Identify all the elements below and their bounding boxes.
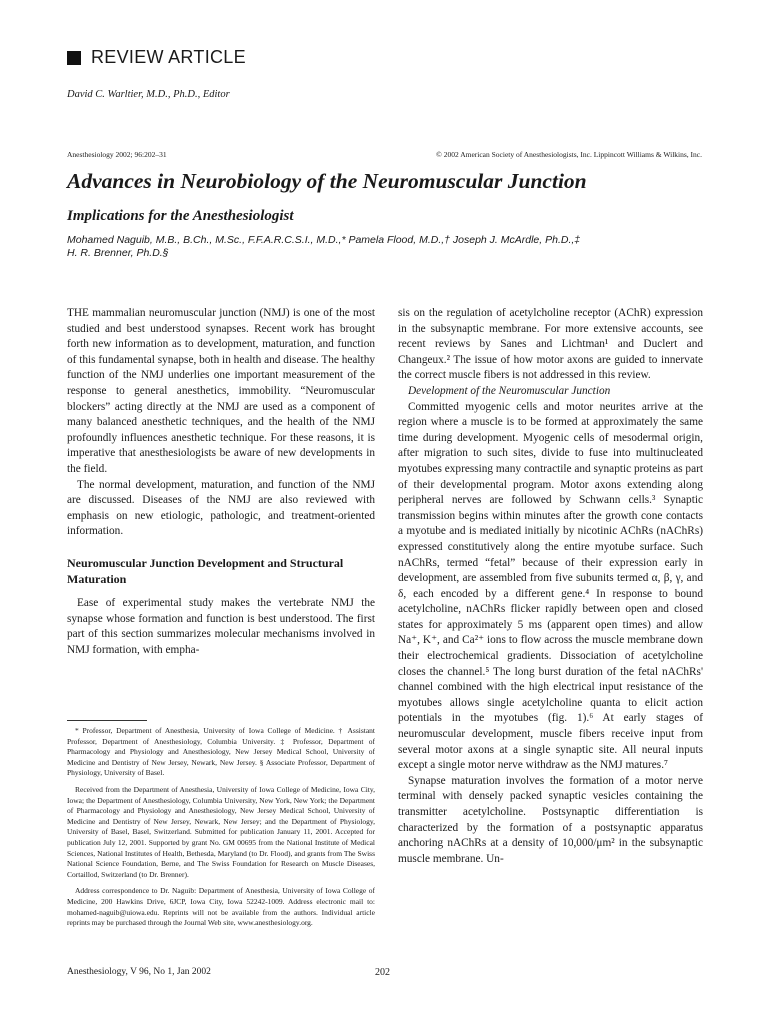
footnote-affiliations: * Professor, Department of Anesthesia, University of Iowa College of Medicine. † Assistant Professor, Department of Anesthesiology, Columbia University. ‡ Professor, Department of Pharmacology and Physiology and Anesthesiology, New Jersey Medical School, University of Medicine and Dentistry of New Jersey, Newark, New Jersey. § Associate Professor, Department of Physiology, University of Basel. [67, 726, 375, 778]
article-subtitle: Implications for the Anesthesiologist [67, 208, 294, 224]
left-column [67, 306, 375, 658]
editor-line: David C. Warltier, M.D., Ph.D., Editor [67, 89, 230, 100]
subsection-paragraph-1: Committed myogenic cells and motor neurites arrive at the region where a muscle is to be formed at approximately the same time during development. Myogenic cells of mesodermal origin, after migration to such sites, divide to fuse into multinucleated myotubes expressing many contractile and synaptic proteins as part of their developmental program. Motor axons extending along peripheral nerves are followed by Schwann cells.³ Synaptic transmission begins within minutes after the growth cone contacts a myotube and is mediated initially by nicotinic AChRs (nAChRs) expressed constitutively along the entire myotube surface. Such nAChRs, termed “fetal” because of their expression early in development, are assembled from five subunits termed α, β, γ, and δ, each encoded by a different gene.⁴ In response to bound acetylcholine, nAChRs flicker rapidly between open and closed states for approximately 5 ms (apparent open times) and allow Na⁺, K⁺, and Ca²⁺ ions to flow across the muscle membrane down their electrochemical gradients. Dissociation of acetylcholine closes the channel.⁵ The long burst duration of the fetal nAChRs' channel combined with the high electrical input resistance of the myotubes allows single acetylcholine quanta to elicit action potentials in the myotubes (fig. 1).⁶ At early stages of neuromuscular development, muscle fibers receive input from several motor axons at a single synaptic site. All neural inputs except a single motor nerve withdraw as the NMJ matures.⁷ [398, 400, 703, 772]
authors [67, 234, 717, 260]
article-title: Advances in Neurobiology of the Neuromuscular Junction [67, 169, 587, 193]
footnote-correspondence: Address correspondence to Dr. Naguib: Department of Anesthesia, University of Iowa College of Medicine, 200 Hawkins Drive, 6JCP, Iowa City, Iowa 52242-1009. Address electronic mail to: mohamed-naguib@uiowa.edu. Reprints will not be available from the authors. Individual article reprints may be purchased through the Journal Web site, www.anesthesiology.org. [67, 886, 375, 928]
footnote-received: Received from the Department of Anesthesia, University of Iowa College of Medicine, Iowa City, Iowa; the Department of Anesthesiology, Columbia University, New York, New York; the Department of Pharmacology and Physiology and Anesthesiology, New Jersey Medical School, University of Medicine and Dentistry of New Jersey, Newark, New Jersey; and the Department of Physiology, University of Basel, Basel, Switzerland. Submitted for publication January 11, 2001. Accepted for publication July 12, 2001. Supported by grant No. GM 00695 from the National Institute of Medical Sciences, National Institutes of Health, Bethesda, Maryland (to Dr. Flood), and grants from The Swiss National Science Foundation, Berne, and The Swiss Foundation for Research on Muscle Diseases, Cortaillod, Switzerland (to Dr. Brenner). [67, 784, 375, 879]
section-paragraph-1-continued: sis on the regulation of acetylcholine receptor (AChR) expression in the subsynaptic membrane. For more extensive accounts, see recent reviews by Sanes and Lichtman¹ and Duclert and Changeux.² The issue of how motor axons are guided to innervate the correct muscle fibers is not addressed in this review. [398, 307, 703, 382]
authors-line-1: Mohamed Naguib, M.B., B.Ch., M.Sc., F.F.A.R.C.S.I., M.D.,* Pamela Flood, M.D.,† Joseph J. McArdle, Ph.D.,‡ [67, 234, 581, 246]
square-bullet-icon [67, 51, 81, 65]
footer-journal: Anesthesiology, V 96, No 1, Jan 2002 [67, 967, 211, 977]
section-heading: Neuromuscular Junction Development and Structural Maturation [67, 555, 344, 586]
section-paragraph-1: Ease of experimental study makes the vertebrate NMJ the synapse whose formation and function is best understood. The first part of this section summarizes molecular mechanisms involved in NMJ formation, with empha- [67, 597, 375, 656]
citation: Anesthesiology 2002; 96:202–31 [67, 150, 167, 159]
section-label-text: REVIEW ARTICLE [91, 47, 246, 67]
copyright: © 2002 American Society of Anesthesiologists, Inc. Lippincott Williams & Wilkins, Inc. [436, 150, 702, 159]
intro-paragraph-1: THE mammalian neuromuscular junction (NMJ) is one of the most studied and best understood synapses. Recent work has brought forth new information as to development, maturation, and function of this fundamental synapse, both in health and disease. The healthy function of the NMJ underlies one important measurement of the response to general anesthetics, immobility. “Neuromuscular blockers” acting directly at the NMJ are used as a component of many balanced anesthetic techniques, and the health of the NMJ profoundly influences anesthetic technique. For these reasons, it is imperative that anesthesiologists be aware of new developments in the field. [67, 307, 375, 475]
right-column [398, 306, 703, 867]
footnotes [67, 726, 375, 935]
authors-line-2: H. R. Brenner, Ph.D.§ [67, 247, 169, 259]
intro-paragraph-2: The normal development, maturation, and function of the NMJ are discussed. Diseases of the NMJ are also reviewed with emphasis on new etiologic, pathologic, and treatment-oriented information. [67, 478, 375, 538]
section-label [67, 47, 246, 68]
page-number: 202 [375, 967, 390, 978]
subsection-paragraph-2: Synapse maturation involves the formation of a motor nerve terminal with densely packed synaptic vesicles containing the transmitter acetylcholine. Postsynaptic differentiation is characterized by the formation of a postsynaptic apparatus anchoring nAChRs at a density of 10,000/μm² in the subsynaptic muscle membrane. Un- [398, 774, 703, 865]
footnote-divider [67, 720, 147, 721]
subsection-heading: Development of the Neuromuscular Junction [408, 384, 611, 397]
